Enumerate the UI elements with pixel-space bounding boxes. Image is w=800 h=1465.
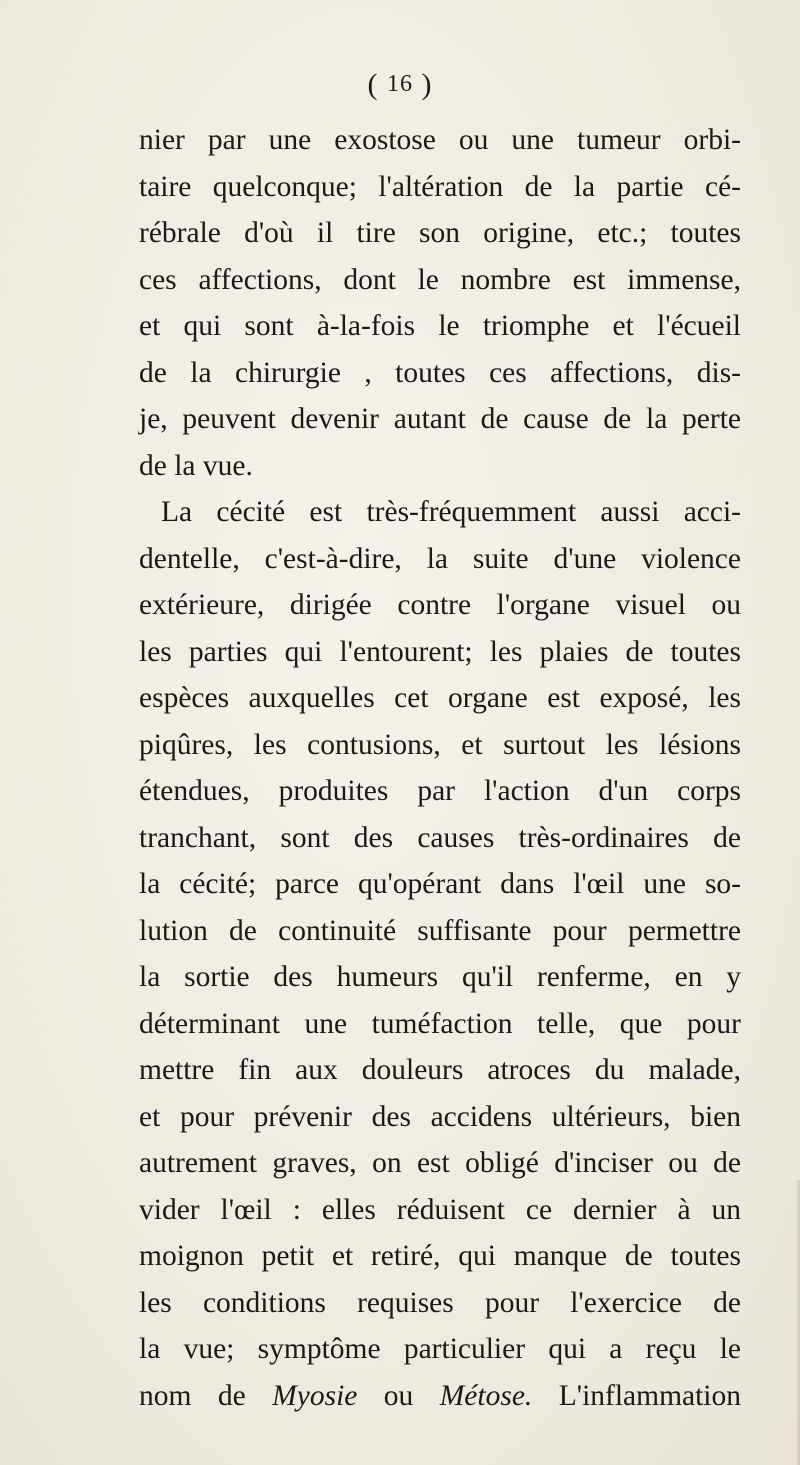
term-metose: Métose.	[439, 1379, 533, 1412]
page-edge-shadow	[796, 1180, 800, 1465]
text-line: et pour prévenir des accidens ultérieurs, bien	[139, 1100, 741, 1133]
final-line-middle: ou	[357, 1379, 440, 1412]
text-line: nier par une exostose ou une tumeur orbi-	[139, 124, 741, 156]
text-line: et qui sont à-la-fois le triomphe et l'écueil	[139, 310, 741, 342]
page-number-close-paren: )	[421, 68, 433, 101]
text-line: je, peuvent devenir autant de cause de la perte	[139, 403, 741, 435]
text-line: mettre fin aux douleurs atroces du malade,	[139, 1054, 741, 1086]
page-number-value: 16	[387, 71, 413, 97]
text-line: les conditions requises pour l'exercice de	[139, 1286, 741, 1319]
text-line: lution de continuité suffisante pour permettre	[139, 914, 741, 947]
term-myosie: Myosie	[272, 1379, 358, 1412]
text-line: de la chirurgie , toutes ces affections, dis-	[139, 356, 741, 389]
body-text	[139, 117, 741, 1419]
text-line: piqûres, les contusions, et surtout les lésions	[139, 728, 741, 761]
text-line: dentelle, c'est-à-dire, la suite d'une violence	[139, 542, 741, 575]
text-line-paragraph-start: La cécité est très-fréquemment aussi acci-	[161, 496, 741, 528]
text-line: espèces auxquelles cet organe est exposé, les	[139, 682, 741, 714]
text-line-paragraph-end: de la vue.	[139, 449, 253, 482]
text-line: moignon petit et retiré, qui manque de toutes	[139, 1240, 741, 1272]
page-number-open-paren: (	[367, 68, 379, 101]
text-line-final	[139, 1373, 741, 1420]
final-line-before: nom de	[139, 1379, 273, 1412]
text-line: les parties qui l'entourent; les plaies de toutes	[139, 635, 741, 668]
text-line: la cécité; parce qu'opérant dans l'œil une so-	[139, 868, 741, 900]
text-line: taire quelconque; l'altération de la partie cé-	[139, 170, 741, 203]
text-line: rébrale d'où il tire son origine, etc.; toutes	[139, 217, 741, 249]
text-line: étendues, produites par l'action d'un corps	[139, 775, 741, 807]
text-line: la vue; symptôme particulier qui a reçu le	[139, 1333, 741, 1365]
text-line: la sortie des humeurs qu'il renferme, en y	[139, 961, 741, 993]
text-line: extérieure, dirigée contre l'organe visuel ou	[139, 589, 741, 621]
text-line: déterminant une tuméfaction telle, que pour	[139, 1007, 741, 1040]
page-number	[0, 68, 800, 102]
text-line: ces affections, dont le nombre est immense,	[139, 263, 741, 296]
text-line: tranchant, sont des causes très-ordinaires de	[139, 821, 741, 854]
text-line: vider l'œil : elles réduisent ce dernier à un	[139, 1193, 741, 1226]
final-line-after: L'inflammation	[532, 1379, 742, 1412]
text-line: autrement graves, on est obligé d'inciser ou de	[139, 1147, 741, 1179]
